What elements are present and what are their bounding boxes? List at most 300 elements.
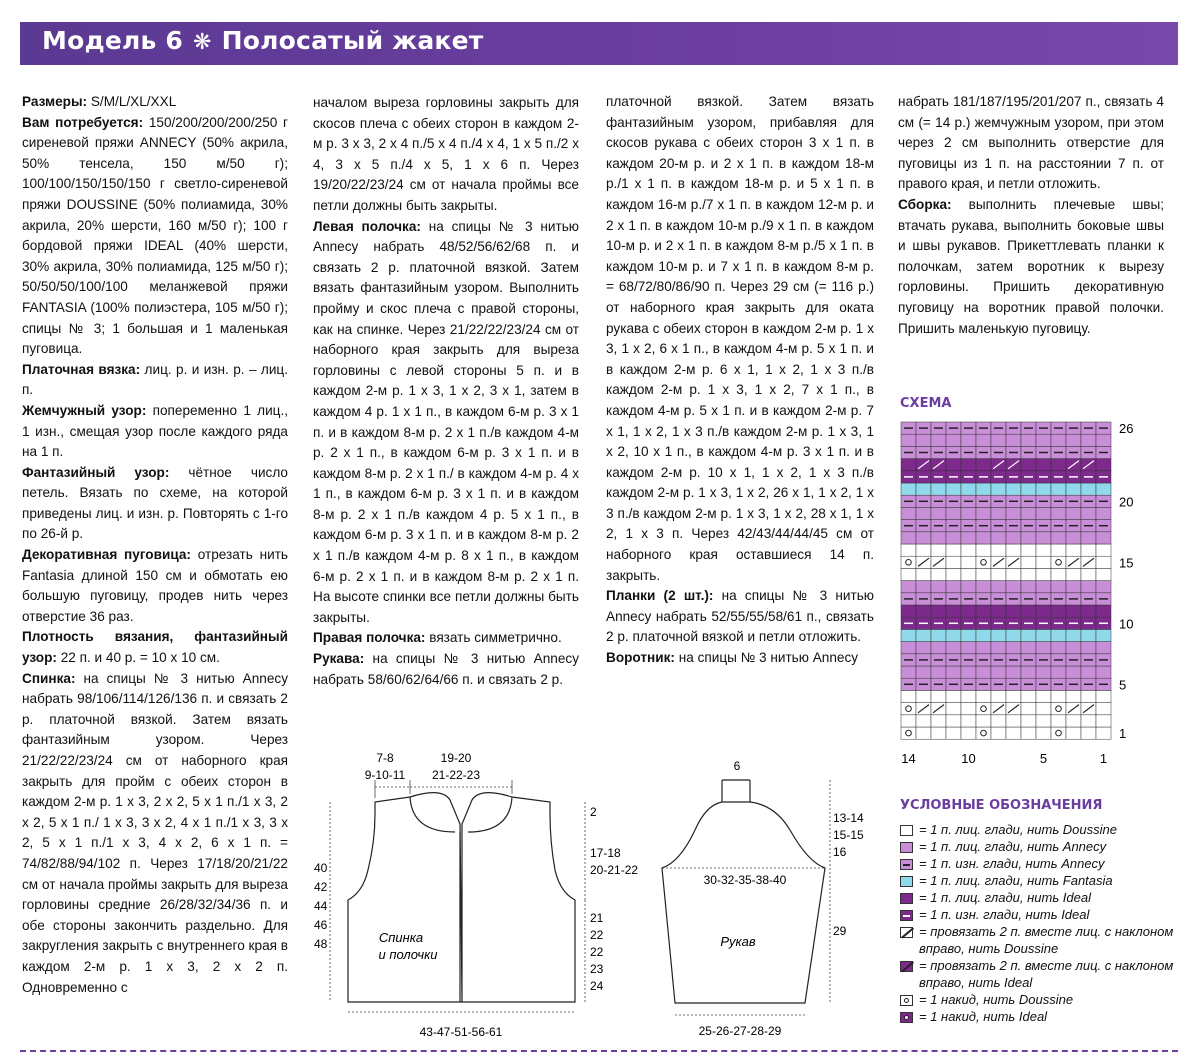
chart-cell bbox=[991, 666, 1006, 678]
chart-cell bbox=[901, 568, 916, 580]
chart-cell bbox=[916, 434, 931, 446]
chart-cell bbox=[1021, 715, 1036, 727]
instruction-text: попеременно 1 лиц., 1 изн., смещая узор после каждого ряда на 1 п. bbox=[22, 402, 288, 460]
legend-swatch-icon bbox=[900, 927, 913, 938]
chart-cell bbox=[1081, 544, 1096, 556]
bottom-width: 43-47-51-56-61 bbox=[419, 1025, 503, 1039]
instruction-text: отрезать нить Fantasia длиной 150 см и обмотать ею большую пуговицу, продев нить через отверстие 36 раз. bbox=[22, 547, 289, 624]
chart-cell bbox=[976, 690, 991, 702]
chart-cell bbox=[1006, 568, 1021, 580]
chart-cell bbox=[1051, 629, 1066, 641]
total-height: 40 42 44 46 48 bbox=[314, 861, 328, 951]
chart-cell bbox=[916, 507, 931, 519]
legend-text: = провязать 2 п. вместе лиц. с наклоном вправо, нить Ideal bbox=[919, 958, 1174, 990]
chart-cell bbox=[1021, 605, 1036, 617]
chart-cell bbox=[1051, 459, 1066, 471]
chart-cell bbox=[961, 703, 976, 715]
chart-cell bbox=[1096, 703, 1111, 715]
chart-cell bbox=[901, 629, 916, 641]
shoulder-drop: 2 bbox=[590, 805, 597, 819]
instruction-text: набрать 181/187/195/201/207 п., связать 4 см (= 14 р.) жемчужным узором, при этом через 2 см выполнить отверстие для пуговицы из 1 п. на расстоянии 7 п. от правого края, и петли отложить. bbox=[898, 94, 1164, 192]
chart-cell bbox=[1021, 459, 1036, 471]
neckline-left bbox=[410, 797, 455, 832]
side-height: 21 22 22 23 24 bbox=[590, 911, 604, 993]
chart-cell bbox=[961, 605, 976, 617]
legend-swatch-icon bbox=[900, 842, 913, 853]
chart-col-label: 5 bbox=[1039, 751, 1048, 767]
chart-cell bbox=[1006, 507, 1021, 519]
chart-cell bbox=[901, 581, 916, 593]
chart-cell bbox=[976, 507, 991, 519]
chart-cell bbox=[946, 434, 961, 446]
chart-cell bbox=[961, 483, 976, 495]
instruction-label: Декоративная пуговица: bbox=[22, 547, 191, 563]
legend-swatch-icon bbox=[900, 876, 913, 887]
chart-cell bbox=[991, 568, 1006, 580]
chart-cell bbox=[916, 605, 931, 617]
chart-cell bbox=[1051, 532, 1066, 544]
chart-cell bbox=[991, 581, 1006, 593]
chart-cell bbox=[976, 459, 991, 471]
chart-cell bbox=[976, 581, 991, 593]
chart-cell bbox=[916, 544, 931, 556]
chart-cell bbox=[961, 715, 976, 727]
sleeve-top-width: 6 bbox=[733, 759, 741, 773]
chart-cell bbox=[976, 666, 991, 678]
chart-cell bbox=[976, 483, 991, 495]
legend-item bbox=[900, 822, 1190, 839]
instruction-paragraph bbox=[22, 113, 288, 360]
chart-cell bbox=[1066, 690, 1081, 702]
text-column-1 bbox=[22, 92, 288, 998]
instruction-text: S/M/L/XL/XXL bbox=[87, 94, 177, 109]
chart-cell bbox=[946, 666, 961, 678]
chart-cell bbox=[916, 642, 931, 654]
legend-item bbox=[900, 856, 1190, 873]
chart-cell bbox=[1021, 727, 1036, 739]
body-label: Спинка и полочки bbox=[378, 930, 438, 962]
legend-title: УСЛОВНЫЕ ОБОЗНАЧЕНИЯ bbox=[900, 798, 1103, 813]
instruction-text: 150/200/200/200/250 г сиреневой пряжи ANNECY (50% акрила, 50% тенсела, 150 м/50 г); 100/100/150/150/150 г светло-сиреневой пряжи DOUSSINE (50% полиамида, 30% акрила, 20% шерсти, 160 м/50 г); 100 г бордовой пряжи IDEAL (40% шерсти, 30% акрила, 30% полиамида, 125 м/50 г); 50/50/50/100/100 меланжевой пряжи FANTASIA (100% полиэстера, 105 м/50 г); спицы № 3; 1 большая и 1 маленькая пуговица. bbox=[22, 114, 288, 357]
chart-cell bbox=[1006, 715, 1021, 727]
chart-cell bbox=[1021, 568, 1036, 580]
chart-cell bbox=[916, 568, 931, 580]
chart-cell bbox=[961, 434, 976, 446]
chart-cell bbox=[1066, 715, 1081, 727]
chart-cell bbox=[946, 544, 961, 556]
chart-cell bbox=[916, 483, 931, 495]
chart-cell bbox=[901, 605, 916, 617]
chart-cell bbox=[1096, 629, 1111, 641]
chart-cell bbox=[1096, 568, 1111, 580]
chart-cell bbox=[1081, 434, 1096, 446]
chart-cell bbox=[961, 642, 976, 654]
chart-cell bbox=[1066, 532, 1081, 544]
chart-cell bbox=[1051, 544, 1066, 556]
chart-cell bbox=[961, 727, 976, 739]
instruction-label: Фантазийный узор: bbox=[22, 464, 170, 480]
chart-cell bbox=[1036, 483, 1051, 495]
chart-cell bbox=[1021, 556, 1036, 568]
chart-cell bbox=[931, 581, 946, 593]
instruction-paragraph bbox=[22, 627, 288, 668]
chart-cell bbox=[1051, 568, 1066, 580]
chart-cell bbox=[1036, 581, 1051, 593]
legend-item bbox=[900, 958, 1190, 992]
title-bar bbox=[20, 22, 1178, 65]
chart-cell bbox=[991, 507, 1006, 519]
instruction-paragraph bbox=[898, 195, 1164, 339]
chart-cell bbox=[916, 532, 931, 544]
chart-cell bbox=[1081, 483, 1096, 495]
chart-cell bbox=[961, 690, 976, 702]
chart-cell bbox=[916, 690, 931, 702]
instruction-label: Сборка: bbox=[898, 196, 952, 212]
chart-cell bbox=[1066, 727, 1081, 739]
chart-cell bbox=[1006, 581, 1021, 593]
chart-cell bbox=[1021, 581, 1036, 593]
chart-cell bbox=[931, 434, 946, 446]
chart-cell bbox=[1096, 690, 1111, 702]
chart-cell bbox=[1081, 690, 1096, 702]
chart-cell bbox=[976, 434, 991, 446]
star-icon: ❋ bbox=[193, 30, 212, 55]
chart-cell bbox=[1096, 666, 1111, 678]
instruction-paragraph bbox=[22, 92, 288, 113]
chart-cell bbox=[1036, 459, 1051, 471]
legend-swatch-icon bbox=[900, 893, 913, 904]
model-number: Модель 6 bbox=[42, 26, 184, 55]
instruction-paragraph bbox=[313, 649, 579, 690]
neckline-right bbox=[468, 797, 512, 832]
chart-cell bbox=[961, 507, 976, 519]
chart-cell bbox=[931, 666, 946, 678]
chart-cell bbox=[931, 605, 946, 617]
chart-cell bbox=[916, 727, 931, 739]
chart-cell bbox=[916, 666, 931, 678]
instruction-paragraph bbox=[22, 360, 288, 401]
chart-cell bbox=[1021, 483, 1036, 495]
chart-cell bbox=[1081, 629, 1096, 641]
legend-text: = 1 накид, нить Doussine bbox=[919, 992, 1074, 1007]
chart-cell bbox=[1066, 483, 1081, 495]
chart-cell bbox=[901, 715, 916, 727]
sleeve-schematic bbox=[650, 750, 890, 1050]
chart-cell bbox=[1081, 568, 1096, 580]
instruction-label: Жемчужный узор: bbox=[22, 402, 147, 418]
chart-row-label: 26 bbox=[1119, 421, 1134, 437]
instruction-paragraph bbox=[313, 217, 579, 629]
chart-cell bbox=[991, 629, 1006, 641]
chart-cell bbox=[1096, 434, 1111, 446]
chart-cell bbox=[1081, 532, 1096, 544]
sleeve-outline bbox=[662, 802, 825, 1003]
legend-item bbox=[900, 890, 1190, 907]
chart-cell bbox=[976, 568, 991, 580]
sleeve-width: 30-32-35-38-40 bbox=[703, 873, 787, 887]
chart-cell bbox=[1051, 642, 1066, 654]
legend-item bbox=[900, 924, 1190, 958]
text-column-3 bbox=[606, 92, 874, 669]
legend-item bbox=[900, 839, 1190, 856]
schema-title: СХЕМА bbox=[900, 396, 952, 411]
chart-cell bbox=[1096, 532, 1111, 544]
chart-cell bbox=[1096, 605, 1111, 617]
chart-cell bbox=[1036, 727, 1051, 739]
text-column-2 bbox=[313, 93, 579, 690]
chart-cell bbox=[1006, 532, 1021, 544]
instruction-text: на спицы № 3 нитью Annecy bbox=[674, 650, 859, 666]
chart-cell bbox=[1021, 703, 1036, 715]
chart-cell bbox=[976, 532, 991, 544]
instruction-label: Рукава: bbox=[313, 651, 365, 667]
instruction-paragraph bbox=[606, 92, 874, 586]
chart-cell bbox=[991, 727, 1006, 739]
chart-cell bbox=[1036, 690, 1051, 702]
chart-cell bbox=[1096, 715, 1111, 727]
chart-cell bbox=[1066, 544, 1081, 556]
armhole-depth: 17-18 20-21-22 bbox=[590, 846, 639, 877]
chart-cell bbox=[946, 532, 961, 544]
chart-cell bbox=[991, 532, 1006, 544]
chart-cell bbox=[946, 629, 961, 641]
instruction-label: Спинка: bbox=[22, 670, 76, 686]
legend-swatch-icon bbox=[900, 859, 913, 870]
chart-cell bbox=[1081, 727, 1096, 739]
chart-cell bbox=[1096, 642, 1111, 654]
instruction-text: 22 п. и 40 р. = 10 х 10 см. bbox=[56, 650, 220, 666]
chart-cell bbox=[931, 568, 946, 580]
chart-cell bbox=[901, 459, 916, 471]
text-column-4 bbox=[898, 92, 1164, 339]
chart-cell bbox=[1096, 727, 1111, 739]
chart-cell bbox=[1021, 629, 1036, 641]
instruction-paragraph bbox=[898, 92, 1164, 195]
chart-cell bbox=[1036, 642, 1051, 654]
legend-text: = 1 п. изн. глади, нить Ideal bbox=[919, 907, 1090, 922]
chart-cell bbox=[1006, 666, 1021, 678]
chart-cell bbox=[976, 605, 991, 617]
chart-cell bbox=[1051, 483, 1066, 495]
chart-cell bbox=[931, 690, 946, 702]
chart-cell bbox=[976, 715, 991, 727]
chart-cell bbox=[1096, 556, 1111, 568]
chart-cell bbox=[1081, 507, 1096, 519]
chart-cell bbox=[1051, 581, 1066, 593]
instruction-paragraph bbox=[606, 648, 874, 669]
legend-text: = 1 накид, нить Ideal bbox=[919, 1009, 1048, 1024]
instruction-label: Воротник: bbox=[606, 650, 675, 666]
chart-cell bbox=[931, 727, 946, 739]
chart-row-label: 5 bbox=[1119, 677, 1127, 693]
chart-cell bbox=[1051, 690, 1066, 702]
chart-row-label: 15 bbox=[1119, 555, 1134, 571]
chart-cell bbox=[961, 629, 976, 641]
instruction-label: Левая полочка: bbox=[313, 218, 421, 234]
chart-cell bbox=[976, 544, 991, 556]
legend-swatch-icon bbox=[900, 1012, 913, 1023]
chart-cell bbox=[1051, 666, 1066, 678]
legend-item bbox=[900, 907, 1190, 924]
chart-cell bbox=[1081, 715, 1096, 727]
chart-cell bbox=[1066, 642, 1081, 654]
chart-cell bbox=[1021, 666, 1036, 678]
chart-col-label: 14 bbox=[901, 751, 916, 767]
chart-col-label: 1 bbox=[1099, 751, 1108, 767]
chart-cell bbox=[961, 666, 976, 678]
chart-cell bbox=[946, 459, 961, 471]
chart-cell bbox=[991, 642, 1006, 654]
chart-cell bbox=[931, 544, 946, 556]
chart-cell bbox=[1066, 568, 1081, 580]
chart-cell bbox=[991, 483, 1006, 495]
chart-cell bbox=[1036, 434, 1051, 446]
chart-cell bbox=[931, 532, 946, 544]
sleeve-bottom-width: 25-26-27-28-29 bbox=[698, 1024, 782, 1038]
instruction-text: на спицы № 3 нитью Annecy набрать 52/55/55/58/61 п., связать 2 р. платочной вязкой и петли отложить. bbox=[606, 588, 874, 645]
chart-cell bbox=[1021, 434, 1036, 446]
chart-cell bbox=[1036, 532, 1051, 544]
chart-cell bbox=[946, 568, 961, 580]
instruction-text: чётное число петель. Вязать по схеме, на которой приведены лиц. и изн. р. Повторять с 1-го по 26-й р. bbox=[22, 464, 288, 542]
legend-item bbox=[900, 1009, 1190, 1026]
chart-cell bbox=[1051, 605, 1066, 617]
chart-cell bbox=[1021, 690, 1036, 702]
chart-cell bbox=[1006, 727, 1021, 739]
chart-cell bbox=[976, 642, 991, 654]
chart-cell bbox=[1006, 434, 1021, 446]
chart-cell bbox=[1036, 507, 1051, 519]
chart-cell bbox=[1096, 483, 1111, 495]
chart-cell bbox=[946, 581, 961, 593]
chart-cell bbox=[1006, 605, 1021, 617]
instruction-label: Вам потребуется: bbox=[22, 114, 144, 130]
legend-swatch-icon bbox=[900, 825, 913, 836]
instruction-text: лиц. р. и изн. р. – лиц. п. bbox=[22, 361, 288, 398]
legend-text: = 1 п. лиц. глади, нить Doussine bbox=[919, 822, 1117, 837]
chart-cell bbox=[1096, 459, 1111, 471]
chart-cell bbox=[991, 544, 1006, 556]
chart-col-label: 10 bbox=[961, 751, 976, 767]
chart-cell bbox=[931, 642, 946, 654]
chart-cell bbox=[1021, 507, 1036, 519]
instruction-label: Правая полочка: bbox=[313, 630, 426, 646]
chart-cell bbox=[1006, 690, 1021, 702]
chart-cell bbox=[961, 532, 976, 544]
chart-cell bbox=[961, 544, 976, 556]
chart-cell bbox=[1036, 666, 1051, 678]
chart-cell bbox=[946, 703, 961, 715]
chart-cell bbox=[916, 581, 931, 593]
chart-cell bbox=[946, 507, 961, 519]
chart-row-label: 1 bbox=[1119, 726, 1127, 742]
chart-cell bbox=[961, 581, 976, 593]
legend-text: = 1 п. лиц. глади, нить Ideal bbox=[919, 890, 1091, 905]
chart-cell bbox=[1066, 507, 1081, 519]
instruction-text: платочной вязкой. Затем вязать фантазийным узором, прибавляя для скосов рукава с обеих сторон 3 х 1 п. в каждом 20-м р. и 2 х 1 п. в каждом 18-м р./1 х 1 п. в каждом 18-м р. и 5 х 1 п. в каждом 16-м р./7 х 1 п. в каждом 12-м р. и 2 х 1 п. в каждом 10-м р./9 х 1 п. в каждом 10-м р. и 2 х 1 п. в каждом 8-м р./5 х 1 п. в каждом 10-м р. и 7 х 1 п. в каждом 8-м р. = 68/72/80/86/90 п. Через 29 см (= 116 р.) от наборного края закрыть для оката рукава с обеих сторон в каждом 2-м р. 1 х 3, 1 х 2, 6 х 1 п., в каждом 4-м р. 5 х 1 п. и в каждом 2-м р. 6 х 1, 1 х 2, 1 х 3 п./в каждом 2-м р. 1 х 3, 1 х 2, 7 х 1 п., в каждом 4-м р. 5 х 1 п. и в каждом 2-м р. 7 х 1, 1 х 2, 1 х 3 п./в каждом 2-м р. 1 х 3, 1 х 2, 10 х 1 п., в каждом 4-м р. 3 х 1 п. и в каждом 2-м р. 10 х 1, 1 х 2, 1 х 3 п./в каждом 2-м р. 1 х 3, 1 х 2, 26 х 1, 1 х 2, 1 х 3 п./в каждом 2-м р. 1 х 3, 1 х 2, 28 х 1, 1 х 2, 1 х 3 п. Через 42/43/44/44/45 см от наборного края оставшиеся 14 п. закрыть. bbox=[606, 94, 874, 583]
neck-width: 7-8 9-10-11 bbox=[364, 751, 406, 782]
chart-cell bbox=[931, 483, 946, 495]
instruction-label: Плотность вязания, фантазийный узор: bbox=[22, 629, 288, 666]
legend-swatch-icon bbox=[900, 995, 913, 1006]
chart-cell bbox=[1036, 715, 1051, 727]
chart-cell bbox=[901, 483, 916, 495]
chart-cell bbox=[1036, 629, 1051, 641]
chart-cell bbox=[1036, 605, 1051, 617]
chart-cell bbox=[916, 715, 931, 727]
instruction-text: на спицы № 3 нитью Annecy набрать 58/60/62/64/66 п. и связать 2 р. bbox=[313, 651, 579, 687]
chart-cell bbox=[946, 605, 961, 617]
legend bbox=[900, 822, 1190, 1026]
chart-cell bbox=[991, 605, 1006, 617]
instruction-text: вязать симметрично. bbox=[425, 630, 562, 646]
chart-cell bbox=[961, 459, 976, 471]
chart-cell bbox=[946, 483, 961, 495]
chart-cell bbox=[901, 666, 916, 678]
chart-cell bbox=[1006, 629, 1021, 641]
chart-cell bbox=[946, 556, 961, 568]
sleeve-height: 29 bbox=[833, 924, 847, 938]
body-schematic bbox=[300, 742, 650, 1042]
legend-text: = провязать 2 п. вместе лиц. с наклоном вправо, нить Doussine bbox=[919, 924, 1174, 956]
chart-cell bbox=[1036, 703, 1051, 715]
chart-cell bbox=[1006, 544, 1021, 556]
chart-cell bbox=[961, 568, 976, 580]
chart-cell bbox=[1096, 581, 1111, 593]
chart-cell bbox=[901, 544, 916, 556]
chart-cell bbox=[1066, 434, 1081, 446]
chart-cell bbox=[991, 434, 1006, 446]
title bbox=[42, 26, 483, 55]
instruction-paragraph bbox=[22, 545, 288, 627]
instruction-text: выполнить плечевые швы; втачать рукава, выполнить боковые швы и швы рукавов. Прикеттлевать планки к полочкам, затем воротник к вырезу горловины. Пришить декоративную пуговицу на воротник правой полочки. Пришить маленькую пуговицу. bbox=[898, 196, 1164, 336]
chart-cell bbox=[1081, 581, 1096, 593]
chart-cell bbox=[1036, 568, 1051, 580]
chart-cell bbox=[1021, 544, 1036, 556]
chart-cell bbox=[991, 690, 1006, 702]
bottom-divider bbox=[20, 1050, 1178, 1052]
chart-cell bbox=[1081, 666, 1096, 678]
chart-row-label: 10 bbox=[1119, 616, 1134, 632]
chart-cell bbox=[991, 715, 1006, 727]
chart-cell bbox=[916, 629, 931, 641]
chart-cell bbox=[1096, 507, 1111, 519]
chart-cell bbox=[1021, 642, 1036, 654]
legend-text: = 1 п. лиц. глади, нить Annecy bbox=[919, 839, 1107, 854]
chart-cell bbox=[1096, 544, 1111, 556]
instruction-text: на спицы № 3 нитью Annecy набрать 98/106/114/126/136 п. и связать 2 р. платочной вязкой. Затем вязать фантазийным узором. Через 21/22/22/23/24 см от наборного края закрыть для пройм с обеих сторон в каждом 2-м р. 1 х 3, 2 х 2, 5 х 1 п./1 х 3, 2 х 2, 5 х 1 п./ 1 х 3, 3 х 2, 4 х 1 п./1 х 3, 3 х 2, 5 х 1 п./1 х 3, 4 х 2, 6 х 1 п. = 74/82/88/94/102 п. Через 17/18/20/21/22 см от начала проймы закрыть для выреза горловины средние 26/28/32/34/36 п. и обе стороны закончить раздельно. Для закругления закрыть с внутреннего края в каждом 2-м р. 1 х 3, 2 х 2 п. Одновременно с bbox=[22, 670, 288, 995]
chart-cell bbox=[946, 715, 961, 727]
chart-cell bbox=[1066, 666, 1081, 678]
legend-swatch-icon bbox=[900, 961, 913, 972]
chart-cell bbox=[901, 507, 916, 519]
instruction-text: началом выреза горловины закрыть для скосов плеча с обеих сторон в каждом 2-м р. 3 х 3, 2 х 4 п./5 х 4 п./4 х 4, 1 х 5 п./2 х 4, 3 х 5 п./4 х 5, 1 х 6 п. Через 19/20/22/23/24 см от начала проймы все петли должны быть закрыты. bbox=[313, 95, 579, 213]
instruction-paragraph bbox=[606, 586, 874, 648]
chart-cell bbox=[1066, 581, 1081, 593]
chart-cell bbox=[1081, 642, 1096, 654]
chart-cell bbox=[946, 690, 961, 702]
body-outline bbox=[348, 793, 575, 1002]
chart-cell bbox=[1051, 507, 1066, 519]
chart-cell bbox=[901, 690, 916, 702]
chart-cell bbox=[976, 629, 991, 641]
chart-cell bbox=[931, 507, 946, 519]
chart-cell bbox=[931, 715, 946, 727]
legend-text: = 1 п. изн. глади, нить Annecy bbox=[919, 856, 1105, 871]
legend-swatch-icon bbox=[900, 910, 913, 921]
chart-cell bbox=[961, 556, 976, 568]
chart-cell bbox=[946, 642, 961, 654]
